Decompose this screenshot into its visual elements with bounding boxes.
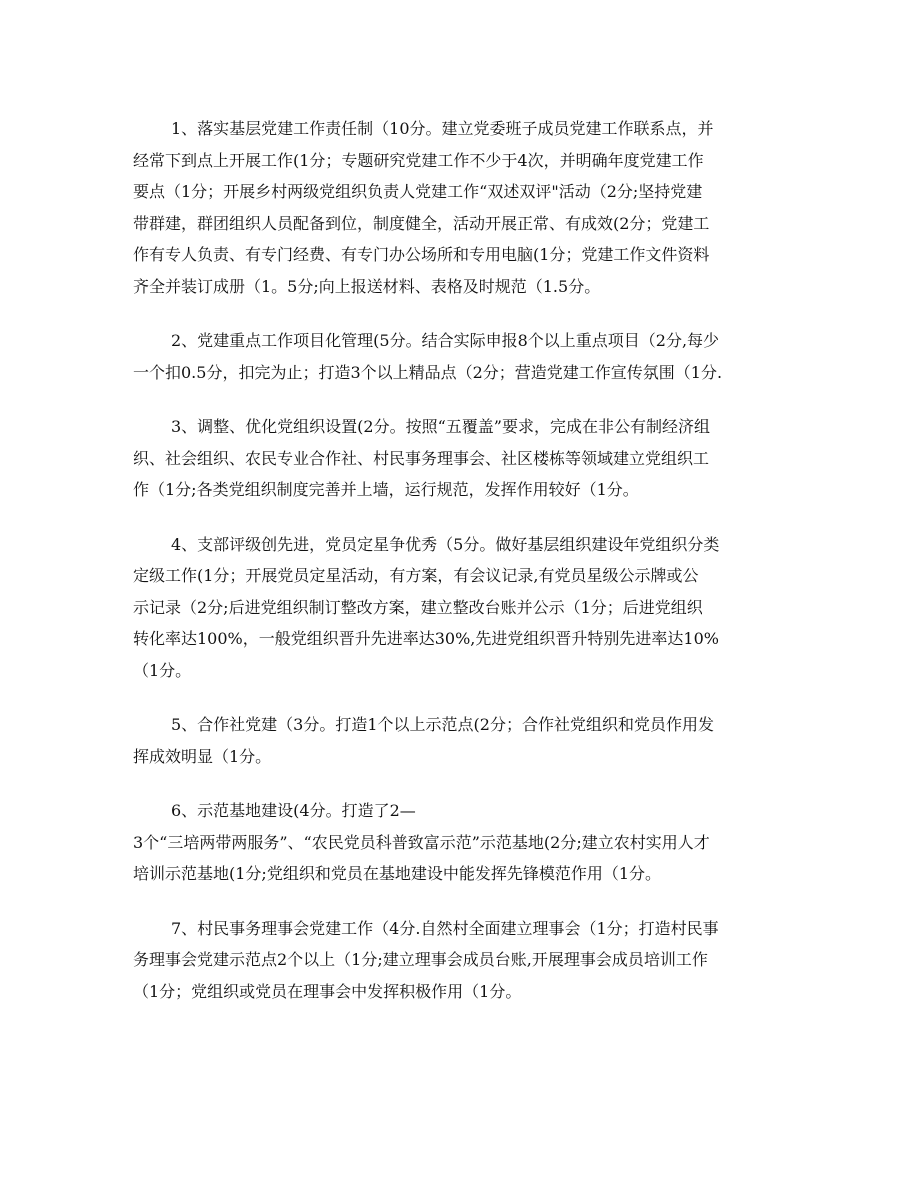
paragraph-line: 6、示范基地建设(4分。打造了2— — [171, 801, 416, 820]
paragraph-line: 带群建，群团组织人员配备到位，制度健全，活动开展正常、有成效(2分；党建工 — [133, 213, 710, 233]
paragraph-line: 7、村民事务理事会党建工作（4分.自然村全面建立理事会（1分；打造村民事 — [171, 918, 719, 938]
paragraph-line: 务理事会党建示范点2个以上（1分;建立理事会成员台账,开展理事会成员培训工作 — [133, 950, 708, 969]
paragraph-line: 定级工作(1分；开展党员定星活动，有方案，有会议记录,有党员星级公示牌或公 — [133, 566, 699, 585]
paragraph-line: 3个“三培两带两服务”、“农民党员科普致富示范”示范基地(2分;建立农村实用人才 — [133, 832, 710, 852]
paragraph-5 — [133, 709, 793, 772]
paragraph-line: 培训示范基地(1分;党组织和党员在基地建设中能发挥先锋模范作用（1分。 — [133, 864, 661, 883]
paragraph-line: 4、支部评级创先进，党员定星争优秀（5分。做好基层组织建设年党组织分类 — [171, 534, 720, 554]
paragraph-3 — [133, 411, 793, 506]
paragraph-line: 经常下到点上开展工作(1分；专题研究党建工作不少于4次，并明确年度党建工作 — [133, 150, 704, 170]
paragraph-line: 织、社会组织、农民专业合作社、村民事务理事会、社区楼栋等领域建立党组织工 — [133, 448, 710, 468]
paragraph-line: 齐全并装订成册（1。5分;向上报送材料、表格及时规范（1.5分。 — [133, 276, 601, 296]
paragraph-line: 作（1分;各类党组织制度完善并上墙，运行规范，发挥作用较好（1分。 — [133, 480, 639, 499]
paragraph-7 — [133, 913, 793, 1008]
paragraph-line: （1分。 — [133, 660, 192, 680]
paragraph-line: 作有专人负责、有专门经费、有专门办公场所和专用电脑(1分；党建工作文件资料 — [133, 245, 710, 264]
document-body — [133, 113, 793, 1030]
paragraph-line: 5、合作社党建（3分。打造1个以上示范点(2分；合作社党组织和党员作用发 — [171, 715, 714, 734]
paragraph-6 — [133, 795, 793, 890]
paragraph-line: 3、调整、优化党组织设置(2分。按照“五覆盖”要求，完成在非公有制经济组 — [171, 417, 710, 436]
paragraph-line: 挥成效明显（1分。 — [133, 746, 272, 766]
paragraph-line: 示记录（2分;后进党组织制订整改方案，建立整改台账并公示（1分；后进党组织 — [133, 597, 703, 617]
paragraph-line: （1分；党组织或党员在理事会中发挥积极作用（1分。 — [133, 981, 522, 1001]
paragraph-line: 1、落实基层党建工作责任制（10分。建立党委班子成员党建工作联系点，并 — [171, 119, 714, 138]
paragraph-line: 一个扣0.5分，扣完为止；打造3个以上精品点（2分；营造党建工作宣传氛围（1分. — [133, 362, 723, 382]
paragraph-line: 2、党建重点工作项目化管理(5分。结合实际申报8个以上重点项目（2分,每少 — [171, 331, 720, 350]
paragraph-line: 要点（1分；开展乡村两级党组织负责人党建工作“双述双评"活动（2分;坚持党建 — [133, 182, 703, 201]
paragraph-line: 转化率达100%，一般党组织晋升先进率达30%,先进党组织晋升特别先进率达10% — [133, 629, 719, 648]
paragraph-1 — [133, 113, 793, 302]
paragraph-4 — [133, 529, 793, 687]
paragraph-2 — [133, 325, 793, 388]
